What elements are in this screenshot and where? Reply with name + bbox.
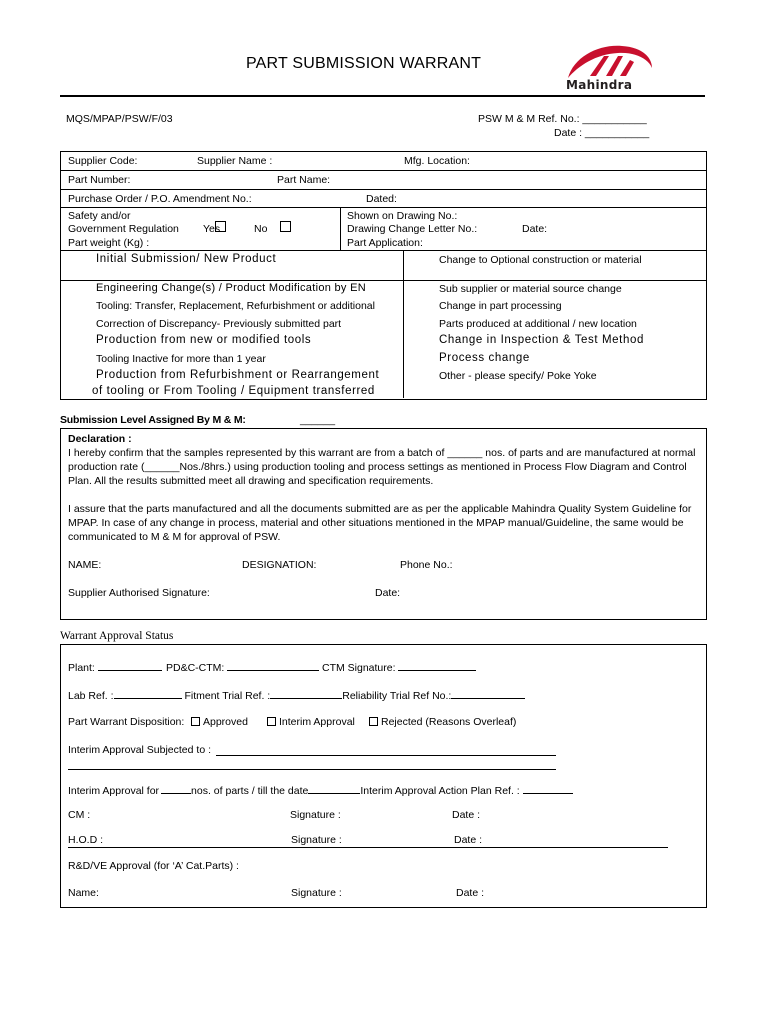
reason-new-tools: Production from new or modified tools — [96, 334, 312, 346]
reliability-field[interactable] — [451, 688, 525, 699]
dated-label[interactable]: Dated: — [366, 193, 397, 205]
declaration-line: MPAP. In case of any change in process, material and other situations mentioned in the MPAP manual/Guideline, the same would be — [68, 517, 684, 529]
reason-tooling-inactive: Tooling Inactive for more than 1 year — [96, 353, 266, 365]
subjected-line-2[interactable] — [68, 769, 556, 770]
part-number-label[interactable]: Part Number: — [68, 174, 131, 186]
approval-pdc-row — [166, 660, 319, 674]
reason-optional-construction: Change to Optional construction or material — [439, 254, 642, 266]
reason-process-change: Process change — [439, 352, 530, 364]
rejected-checkbox[interactable] — [369, 717, 378, 726]
part-weight-label[interactable]: Part weight (Kg) : — [68, 237, 150, 249]
ctm-signature-label: CTM Signature: — [322, 662, 396, 674]
cm-date-label[interactable]: Date : — [452, 809, 481, 821]
yes-label: Yes — [203, 223, 221, 235]
reason-initial-submission: Initial Submission/ New Product — [96, 253, 277, 265]
declaration-paragraph-1 — [68, 446, 698, 488]
safety-label: Safety and/or — [68, 210, 131, 222]
yes-checkbox[interactable] — [215, 221, 226, 232]
interim-for-field[interactable] — [161, 783, 191, 794]
approved-checkbox[interactable] — [191, 717, 200, 726]
submission-level-blank[interactable]: ______ — [300, 414, 336, 426]
reliability-label: Reliability Trial Ref No.: — [342, 690, 452, 702]
reason-new-location: Parts produced at additional / new location — [439, 318, 637, 330]
subjected-label: Interim Approval Subjected to : — [68, 744, 211, 756]
reason-engineering-change: Engineering Change(s) / Product Modification by EN — [96, 282, 366, 294]
rdve-signature-label[interactable]: Signature : — [291, 887, 342, 899]
rejected-label: Rejected (Reasons Overleaf) — [381, 716, 517, 728]
hod-rule — [68, 847, 668, 848]
cm-signature-label[interactable]: Signature : — [290, 809, 341, 821]
declaration-line: Plan. All the results submitted meet all drawing and specification requirements. — [68, 475, 434, 487]
interim-checkbox[interactable] — [267, 717, 276, 726]
declaration-signature-label[interactable]: Supplier Authorised Signature: — [68, 587, 210, 599]
title-rule — [60, 95, 705, 97]
drawing-change-date-label[interactable]: Date: — [522, 223, 548, 235]
no-checkbox[interactable] — [280, 221, 291, 232]
purchase-order-label[interactable]: Purchase Order / P.O. Amendment No.: — [68, 193, 252, 205]
drawing-number-label[interactable]: Shown on Drawing No.: — [347, 210, 458, 222]
disposition-label: Part Warrant Disposition: — [68, 716, 185, 728]
fitment-field[interactable] — [270, 688, 342, 699]
declaration-line: production rate (______Nos./8hrs.) using production tooling and process settings as mentioned in Process Flow Diagram and Control — [68, 461, 687, 473]
hod-signature-label[interactable]: Signature : — [291, 834, 342, 846]
no-label: No — [254, 223, 268, 235]
declaration-name-label[interactable]: NAME: — [68, 559, 102, 571]
declaration-line: I assure that the parts manufactured and all the documents submitted are as per the applicable Mahindra Quality System Guideline for — [68, 503, 692, 515]
reason-refurbishment-cont: of tooling or From Tooling / Equipment transferred — [92, 385, 375, 397]
ref-date[interactable]: Date : ___________ — [554, 127, 650, 139]
declaration-line: communicated to M & M for approval of PSW. — [68, 531, 281, 543]
pdc-ctm-label: PD&C-CTM: — [166, 662, 225, 674]
submission-level-label: Submission Level Assigned By M & M: — [60, 414, 246, 426]
part-name-label[interactable]: Part Name: — [277, 174, 331, 186]
approval-ctm-row — [322, 660, 476, 674]
ctm-signature-field[interactable] — [398, 660, 476, 671]
reason-part-processing: Change in part processing — [439, 300, 562, 312]
reason-sub-supplier: Sub supplier or material source change — [439, 283, 622, 295]
reason-tooling-transfer: Tooling: Transfer, Replacement, Refurbishment or additional — [96, 300, 375, 312]
action-plan-field[interactable] — [523, 783, 573, 794]
plant-field[interactable] — [98, 660, 162, 671]
action-plan-label: Interim Approval Action Plan Ref. : — [360, 785, 520, 797]
ref-number[interactable]: PSW M & M Ref. No.: ___________ — [478, 113, 647, 125]
approval-plant-row — [68, 660, 162, 674]
approval-lab-row — [68, 688, 525, 702]
hod-label: H.O.D : — [68, 834, 104, 846]
rdve-date-label[interactable]: Date : — [456, 887, 485, 899]
approved-label: Approved — [203, 716, 248, 728]
plant-label: Plant: — [68, 662, 95, 674]
declaration-designation-label[interactable]: DESIGNATION: — [242, 559, 317, 571]
rdve-name-label[interactable]: Name: — [68, 887, 99, 899]
mfg-location-label[interactable]: Mfg. Location: — [404, 155, 470, 167]
interim-for-row — [68, 783, 573, 797]
nos-label: nos. of parts / till the date — [191, 785, 309, 797]
supplier-code-label[interactable]: Supplier Code: — [68, 155, 138, 167]
lab-ref-field[interactable] — [114, 688, 182, 699]
reason-correction: Correction of Discrepancy- Previously submitted part — [96, 318, 342, 330]
hod-date-label[interactable]: Date : — [454, 834, 483, 846]
supplier-name-label[interactable]: Supplier Name : — [197, 155, 273, 167]
reason-inspection-method: Change in Inspection & Test Method — [439, 334, 644, 346]
drawing-change-letter-label[interactable]: Drawing Change Letter No.: — [347, 223, 478, 235]
reason-refurbishment: Production from Refurbishment or Rearrangement — [96, 369, 380, 381]
cm-label: CM : — [68, 809, 91, 821]
pdc-ctm-field[interactable] — [227, 660, 319, 671]
declaration-heading: Declaration : — [68, 433, 132, 445]
page-title: PART SUBMISSION WARRANT — [246, 55, 482, 72]
till-date-field[interactable] — [308, 783, 360, 794]
form-code: MQS/MPAP/PSW/F/03 — [66, 113, 173, 125]
declaration-paragraph-2 — [68, 502, 698, 544]
government-regulation-label: Government Regulation — [68, 223, 179, 235]
subjected-line[interactable] — [216, 755, 556, 756]
reason-other: Other - please specify/ Poke Yoke — [439, 370, 597, 382]
approval-heading: Warrant Approval Status — [60, 630, 174, 642]
lab-ref-label: Lab Ref. : — [68, 690, 114, 702]
rdve-approval-label: R&D/VE Approval (for ‘A’ Cat.Parts) : — [68, 860, 239, 872]
interim-for-label: Interim Approval for — [68, 785, 160, 797]
part-application-label[interactable]: Part Application: — [347, 237, 423, 249]
logo-text: Mahindra — [566, 78, 633, 92]
declaration-phone-label[interactable]: Phone No.: — [400, 559, 453, 571]
declaration-date-label[interactable]: Date: — [375, 587, 401, 599]
declaration-line: I hereby confirm that the samples represented by this warrant are from a batch of ______ nos. of parts and are manufactured at normal — [68, 447, 696, 459]
interim-label: Interim Approval — [279, 716, 355, 728]
fitment-label: Fitment Trial Ref. : — [184, 690, 271, 702]
